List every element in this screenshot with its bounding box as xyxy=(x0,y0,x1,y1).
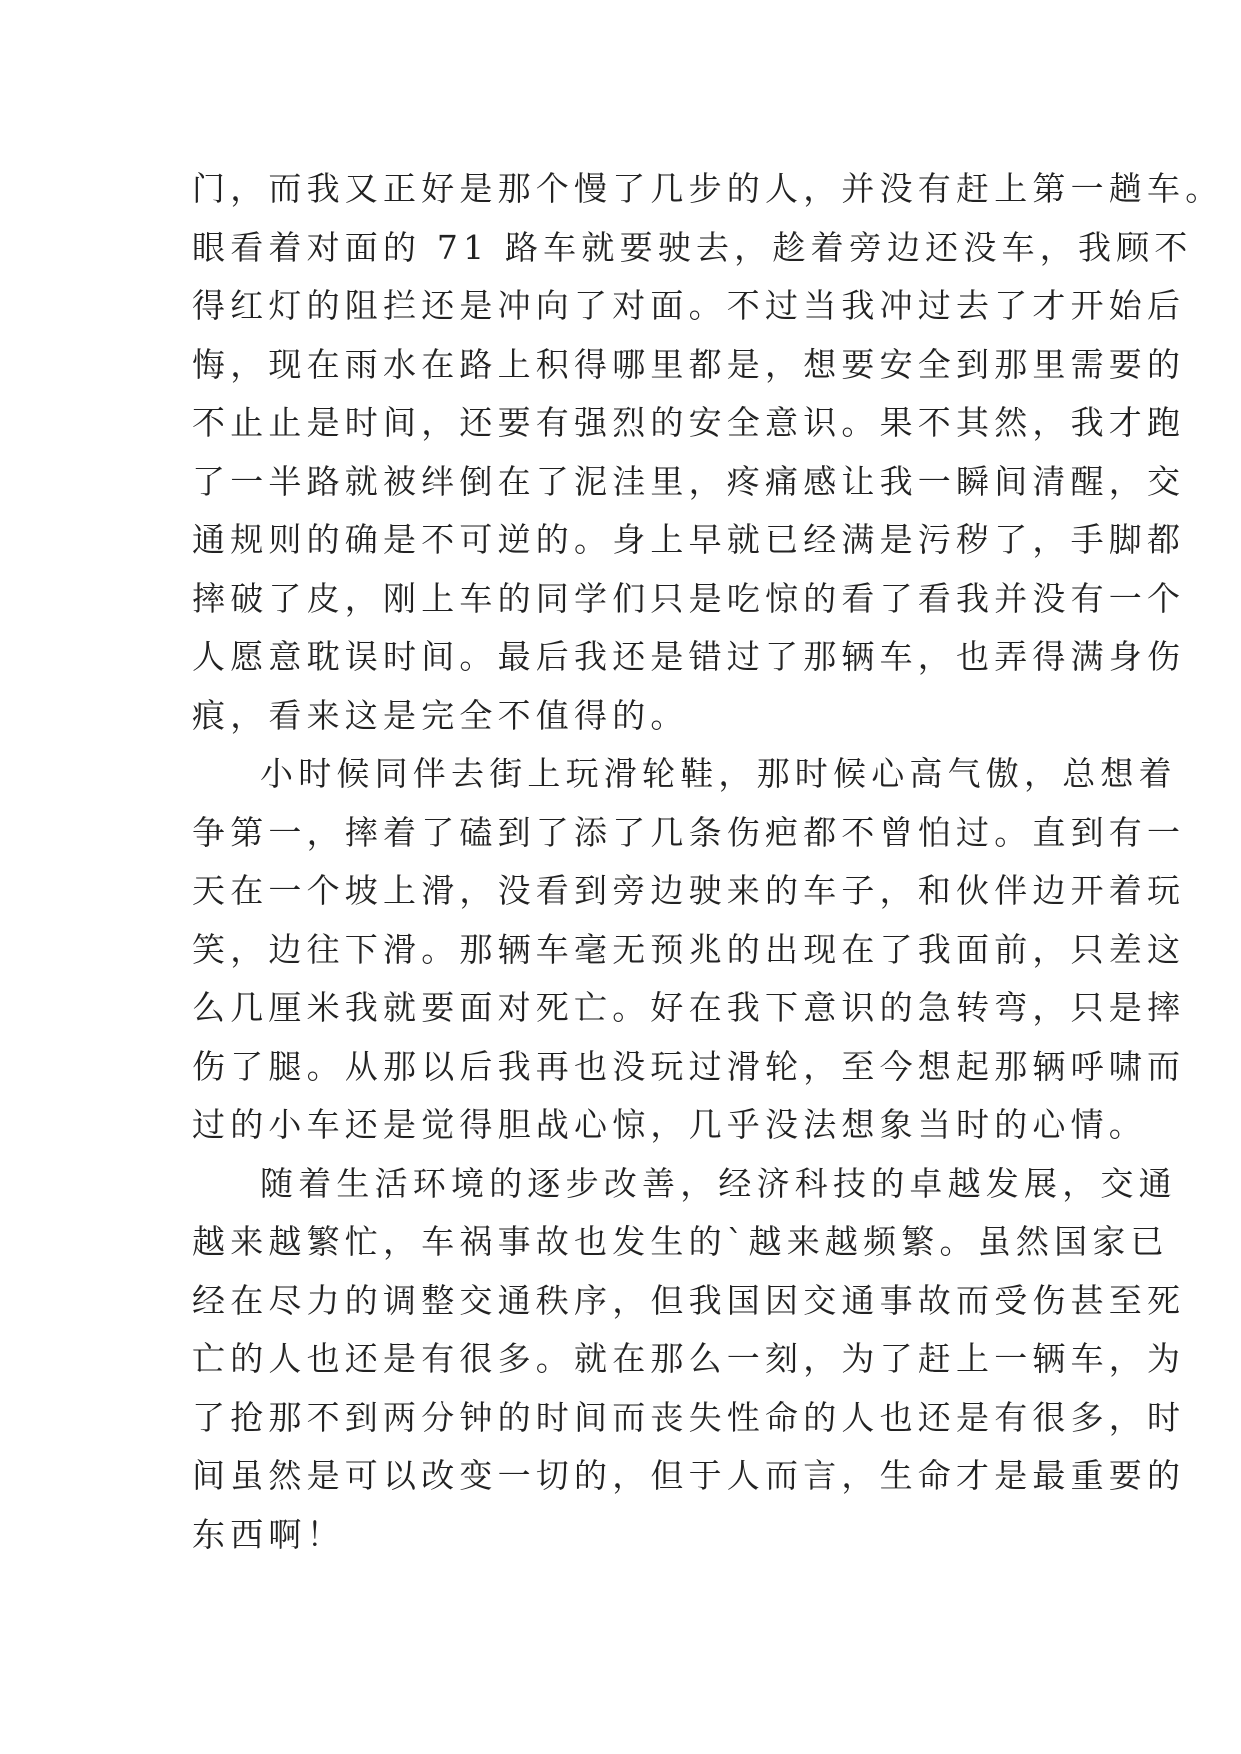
text-line: 痕，看来这是完全不值得的。 xyxy=(192,695,689,735)
text-line: 越来越繁忙，车祸事故也发生的`越来越频繁。虽然国家已 xyxy=(192,1222,1169,1261)
text-line: 门，而我又正好是那个慢了几步的人，并没有赶上第一趟车。 xyxy=(192,169,1224,208)
text-line: 摔破了皮，刚上车的同学们只是吃惊的看了看我并没有一个 xyxy=(192,578,1186,618)
text-line: 眼看着对面的 71 路车就要驶去，趁着旁边还没车，我顾不 xyxy=(192,227,1193,267)
text-line: 不止止是时间，还要有强烈的安全意识。果不其然，我才跑 xyxy=(192,403,1186,442)
text-line: 天在一个坡上滑，没看到旁边驶来的车子，和伙伴边开着玩 xyxy=(192,871,1186,910)
text-line: 过的小车还是觉得胆战心惊，几乎没法想象当时的心情。 xyxy=(192,1105,1147,1144)
paragraph-1 xyxy=(192,160,1224,745)
body-text xyxy=(192,160,1224,1564)
text-line: 小时候同伴去街上玩滑轮鞋，那时候心高气傲，总想着 xyxy=(260,754,1177,793)
text-line: 争第一，摔着了磕到了添了几条伤疤都不曾怕过。直到有一 xyxy=(192,812,1186,852)
text-line: 东西啊！ xyxy=(192,1514,345,1554)
text-line: 么几厘米我就要面对死亡。好在我下意识的急转弯，只是摔 xyxy=(192,988,1186,1027)
text-line: 得红灯的阻拦还是冲向了对面。不过当我冲过去了才开始后 xyxy=(192,286,1186,325)
text-line: 随着生活环境的逐步改善，经济科技的卓越发展，交通 xyxy=(260,1163,1177,1203)
text-line: 伤了腿。从那以后我再也没玩过滑轮，至今想起那辆呼啸而 xyxy=(192,1046,1186,1086)
text-line: 悔，现在雨水在路上积得哪里都是，想要安全到那里需要的 xyxy=(192,344,1186,384)
text-line: 通规则的确是不可逆的。身上早就已经满是污秽了，手脚都 xyxy=(192,520,1186,559)
text-line: 人愿意耽误时间。最后我还是错过了那辆车，也弄得满身伤 xyxy=(192,637,1186,676)
text-line: 了抢那不到两分钟的时间而丧失性命的人也还是有很多，时 xyxy=(192,1397,1186,1437)
text-line: 经在尽力的调整交通秩序，但我国因交通事故而受伤甚至死 xyxy=(192,1280,1186,1320)
paragraph-3 xyxy=(192,1155,1186,1565)
text-line: 间虽然是可以改变一切的，但于人而言，生命才是最重要的 xyxy=(192,1456,1186,1495)
paragraph-2 xyxy=(192,745,1186,1155)
text-line: 亡的人也还是有很多。就在那么一刻，为了赶上一辆车，为 xyxy=(192,1339,1186,1378)
text-line: 笑，边往下滑。那辆车毫无预兆的出现在了我面前，只差这 xyxy=(192,929,1186,969)
text-line: 了一半路就被绊倒在了泥洼里，疼痛感让我一瞬间清醒，交 xyxy=(192,461,1186,501)
